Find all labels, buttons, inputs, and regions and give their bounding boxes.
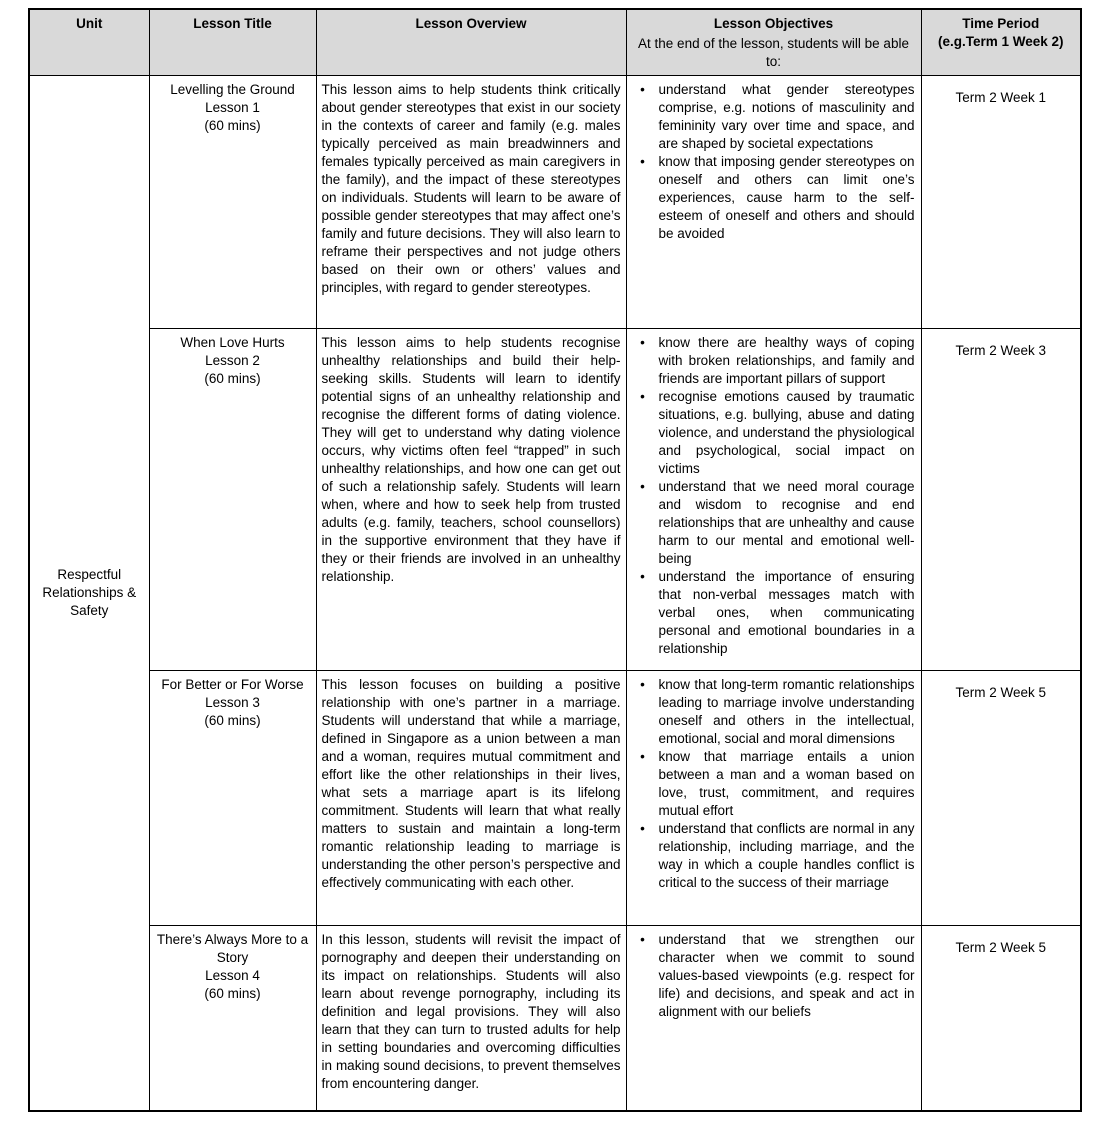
bullet-icon: • xyxy=(640,821,645,836)
lesson-title: When Love Hurts xyxy=(180,335,285,350)
bullet-icon: • xyxy=(640,82,645,97)
objective-text: understand the importance of ensuring that non-verbal messages match with verbal ones, when communicating personal and emotional boundaries in a relationship xyxy=(658,569,915,656)
lesson-objectives-cell xyxy=(626,76,921,329)
bullet-icon: • xyxy=(640,677,645,692)
lesson-number: Lesson 3 xyxy=(205,695,260,710)
col-header-time-period xyxy=(921,9,1081,76)
lesson-row xyxy=(29,329,1081,671)
lesson-overview-cell: This lesson aims to help students think critically about gender stereotypes that exist in our society in the contexts of career and family (e.g. males typically perceived as main breadwinners and females typically perceived as main caregivers in the family), and the impact of these stereotypes on individuals. Students will learn to be aware of possible gender stereotypes that may affect one’s family and future decisions. They will also learn to reframe their perspectives and not judge others based on their own or others’ values and principles, with regard to gender stereotypes. xyxy=(316,76,626,329)
lesson-title: There’s Always More to a Story xyxy=(156,932,309,965)
bullet-icon: • xyxy=(640,154,645,169)
lesson-row xyxy=(29,926,1081,1111)
lesson-title: Levelling the Ground xyxy=(170,82,295,97)
time-period-cell: Term 2 Week 1 xyxy=(921,76,1081,329)
lesson-number: Lesson 1 xyxy=(205,100,260,115)
lesson-duration: (60 mins) xyxy=(204,118,261,133)
col-header-time-period-label: Time Period xyxy=(962,16,1040,31)
objective-text: understand that we need moral courage and wisdom to recognise and end relationships that are unhealthy and cause harm to our mental and emotional well-being xyxy=(658,479,915,566)
col-header-lesson-title xyxy=(149,9,316,76)
objective-item xyxy=(627,478,917,568)
time-period-cell: Term 2 Week 5 xyxy=(921,671,1081,926)
time-period-cell: Term 2 Week 5 xyxy=(921,926,1081,1111)
bullet-icon: • xyxy=(640,749,645,764)
col-header-time-period-example: (e.g.Term 1 Week 2) xyxy=(937,34,1064,49)
lesson-title-cell xyxy=(149,329,316,671)
col-header-lesson-objectives-label: Lesson Objectives xyxy=(713,16,834,31)
objective-item xyxy=(627,820,917,892)
document-page xyxy=(0,8,1106,1134)
time-period-cell: Term 2 Week 3 xyxy=(921,329,1081,671)
lesson-number: Lesson 4 xyxy=(205,968,260,983)
lesson-overview-cell: In this lesson, students will revisit the impact of pornography and deepen their understanding on its impact on relationships. Students will also learn about revenge pornography, including its definition and legal provisions. They will also learn that they can turn to trusted adults for help in setting boundaries and overcoming difficulties in making sound decisions, to prevent themselves from encountering danger. xyxy=(316,926,626,1111)
lesson-plan-table xyxy=(28,8,1082,1112)
objective-item xyxy=(627,334,917,388)
objective-item xyxy=(627,81,917,153)
lesson-overview-cell: This lesson aims to help students recognise unhealthy relationships and build their help-seeking skills. Students will learn to identify potential signs of an unhealthy relationship and recognise the different forms of dating violence. They will get to understand why dating violence occurs, why victims often feel “trapped” in such unhealthy relationships, and how one can get out of such a relationship safely. Students will learn when, where and how to seek help from trusted adults (e.g. family, teachers, school counsellors) in the supportive environment that they have if they or their friends are involved in an unhealthy relationship. xyxy=(316,329,626,671)
objective-text: know that long-term romantic relationships leading to marriage involve understanding oneself and others in the intellectual, emotional, social and moral dimensions xyxy=(658,677,915,746)
col-header-lesson-title-label: Lesson Title xyxy=(193,16,272,31)
lesson-title-cell xyxy=(149,76,316,329)
objective-text: know that imposing gender stereotypes on oneself and others can limit one’s experiences, cause harm to the self-esteem of oneself and others and should be avoided xyxy=(658,154,915,241)
col-header-lesson-overview-label: Lesson Overview xyxy=(415,16,527,31)
objective-text: understand that we strengthen our character when we commit to sound values-based viewpoints (e.g. respect for life) and decisions, and speak and act in alignment with our beliefs xyxy=(658,932,915,1019)
lesson-objectives-cell xyxy=(626,329,921,671)
objective-item xyxy=(627,153,917,243)
col-header-unit xyxy=(29,9,149,76)
bullet-icon: • xyxy=(640,569,645,584)
lesson-objectives-cell xyxy=(626,671,921,926)
lesson-duration: (60 mins) xyxy=(204,371,261,386)
col-header-unit-label: Unit xyxy=(76,16,103,31)
objective-item xyxy=(627,748,917,820)
lesson-overview-cell: This lesson focuses on building a positive relationship with one’s partner in a marriage. Students will understand that while a marriage, defined in Singapore as a union between a man and a woman, requires mutual commitment and effort like the other relationships in their lives, what sets a marriage apart is its lifelong commitment. Students will learn that what really matters to sustain and maintain a long-term romantic relationship leading to marriage is understanding the other person’s perspective and effectively communicating with each other. xyxy=(316,671,626,926)
objective-text: understand what gender stereotypes comprise, e.g. notions of masculinity and femininity vary over time and space, and are shaped by societal expectations xyxy=(658,82,915,151)
header-row xyxy=(29,9,1081,76)
lesson-title-cell xyxy=(149,671,316,926)
unit-cell: Respectful Relationships & Safety xyxy=(29,76,149,1111)
lesson-title-cell xyxy=(149,926,316,1111)
objective-text: know there are healthy ways of coping with broken relationships, and family and friends are important pillars of support xyxy=(658,335,915,386)
objective-text: understand that conflicts are normal in any relationship, including marriage, and the way in which a couple handles conflict is critical to the success of their marriage xyxy=(658,821,915,890)
lesson-row xyxy=(29,671,1081,926)
objective-item xyxy=(627,388,917,478)
lesson-duration: (60 mins) xyxy=(204,986,261,1001)
lesson-row xyxy=(29,76,1081,329)
lesson-duration: (60 mins) xyxy=(204,713,261,728)
lesson-objectives-cell xyxy=(626,926,921,1111)
objective-text: know that marriage entails a union between a man and a woman based on love, trust, commitment, and requires mutual effort xyxy=(658,749,915,818)
lesson-title: For Better or For Worse xyxy=(161,677,304,692)
col-header-lesson-objectives xyxy=(626,9,921,76)
bullet-icon: • xyxy=(640,479,645,494)
col-header-lesson-overview xyxy=(316,9,626,76)
objective-item xyxy=(627,676,917,748)
objective-item xyxy=(627,568,917,658)
col-header-objectives-subtitle: At the end of the lesson, students will be able to: xyxy=(638,36,909,69)
lesson-number: Lesson 2 xyxy=(205,353,260,368)
objective-text: recognise emotions caused by traumatic situations, e.g. bullying, abuse and dating violence, and understand the physiological and psychological, social impact on victims xyxy=(658,389,915,476)
bullet-icon: • xyxy=(640,335,645,350)
objective-item xyxy=(627,931,917,1021)
bullet-icon: • xyxy=(640,932,645,947)
bullet-icon: • xyxy=(640,389,645,404)
